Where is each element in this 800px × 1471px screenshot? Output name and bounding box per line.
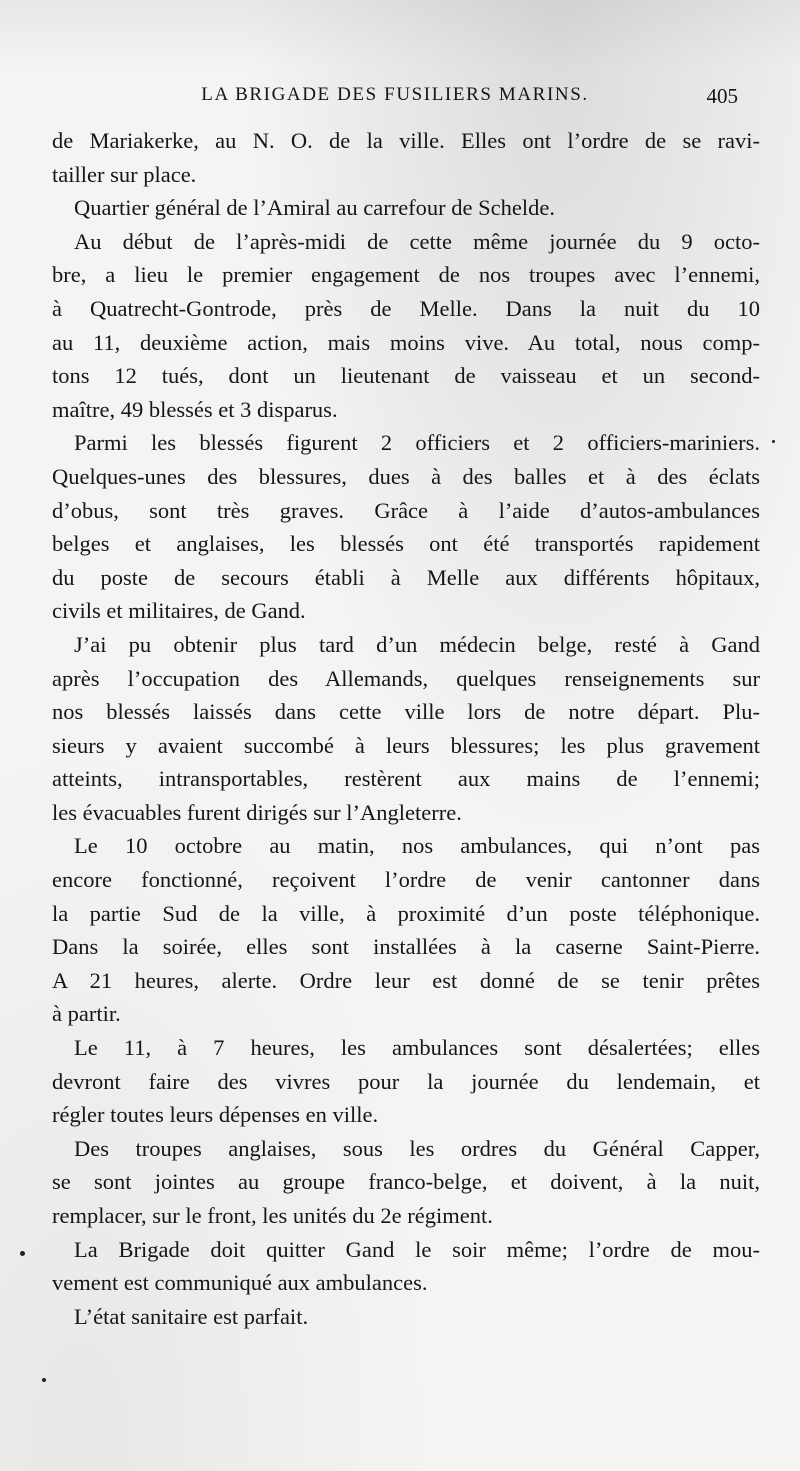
- text-line: Au début de l’après-midi de cette même journée du 9 octo-: [74, 228, 760, 254]
- text-line: La Brigade doit quitter Gand le soir même; l’ordre de mou-: [74, 1236, 760, 1262]
- text-line: à Quatrecht-Gontrode, près de Melle. Dans la nuit du 10: [52, 295, 760, 321]
- text-line: la partie Sud de la ville, à proximité d’un poste téléphonique.: [52, 900, 760, 926]
- ink-speck: [772, 440, 775, 443]
- text-line: nos blessés laissés dans cette ville lors de notre départ. Plu-: [52, 699, 760, 725]
- text-line: A 21 heures, alerte. Ordre leur est donné de se tenir prêtes: [52, 967, 760, 993]
- text-line: se sont jointes au groupe franco-belge, et doivent, à la nuit,: [52, 1169, 760, 1195]
- text-line: J’ai pu obtenir plus tard d’un médecin belge, resté à Gand: [74, 631, 760, 657]
- text-line: les évacuables furent dirigés sur l’Angleterre.: [52, 799, 462, 825]
- text-line: atteints, intransportables, restèrent aux mains de l’ennemi;: [52, 766, 760, 792]
- ink-speck: [20, 1251, 25, 1256]
- text-line: Quelques-unes des blessures, dues à des balles et à des éclats: [52, 463, 760, 489]
- text-line: Parmi les blessés figurent 2 officiers et 2 officiers-mariniers.: [74, 430, 760, 456]
- page-edge-shading: [0, 0, 800, 70]
- text-line: remplacer, sur le front, les unités du 2e régiment.: [52, 1203, 493, 1228]
- text-line: vement est communiqué aux ambulances.: [52, 1270, 428, 1296]
- text-line: bre, a lieu le premier engagement de nos troupes avec l’ennemi,: [52, 262, 760, 288]
- text-line: à partir.: [52, 1001, 121, 1027]
- text-line: Des troupes anglaises, sous les ordres du Général Capper,: [74, 1135, 760, 1161]
- text-line: après l’occupation des Allemands, quelques renseignements sur: [52, 665, 760, 691]
- text-line: du poste de secours établi à Melle aux différents hôpitaux,: [52, 564, 760, 590]
- text-line: civils et militaires, de Gand.: [52, 598, 306, 624]
- text-line: Le 11, à 7 heures, les ambulances sont désalertées; elles: [74, 1035, 760, 1061]
- text-line: belges et anglaises, les blessés ont été transportés rapidement: [52, 531, 760, 557]
- text-line: tons 12 tués, dont un lieutenant de vaisseau et un second-: [52, 363, 760, 389]
- text-line: régler toutes leurs dépenses en ville.: [52, 1102, 379, 1128]
- text-line: Quartier général de l’Amiral au carrefour de Schelde.: [74, 195, 556, 221]
- body-text: [52, 124, 760, 1333]
- ink-speck: [42, 1378, 46, 1382]
- page-number: 405: [706, 84, 738, 108]
- text-line: Le 10 octobre au matin, nos ambulances, qui n’ont pas: [74, 833, 760, 859]
- text-line: Dans la soirée, elles sont installées à la caserne Saint-Pierre.: [52, 934, 760, 960]
- text-line: au 11, deuxième action, mais moins vive. Au total, nous comp-: [52, 329, 760, 355]
- page-header: [50, 84, 740, 112]
- text-line: encore fonctionné, reçoivent l’ordre de venir cantonner dans: [52, 867, 760, 893]
- text-line: d’obus, sont très graves. Grâce à l’aide d’autos-ambulances: [52, 497, 760, 523]
- text-line: de Mariakerke, au N. O. de la ville. Elles ont l’ordre de se ravi-: [52, 128, 760, 153]
- text-line: L’état sanitaire est parfait.: [74, 1303, 309, 1329]
- text-line: tailler sur place.: [52, 161, 197, 187]
- text-line: maître, 49 blessés et 3 disparus.: [52, 396, 338, 422]
- text-line: devront faire des vivres pour la journée du lendemain, et: [52, 1068, 760, 1094]
- text-line: sieurs y avaient succombé à leurs blessures; les plus gravement: [52, 732, 760, 758]
- running-title: LA BRIGADE DES FUSILIERS MARINS.: [201, 84, 589, 105]
